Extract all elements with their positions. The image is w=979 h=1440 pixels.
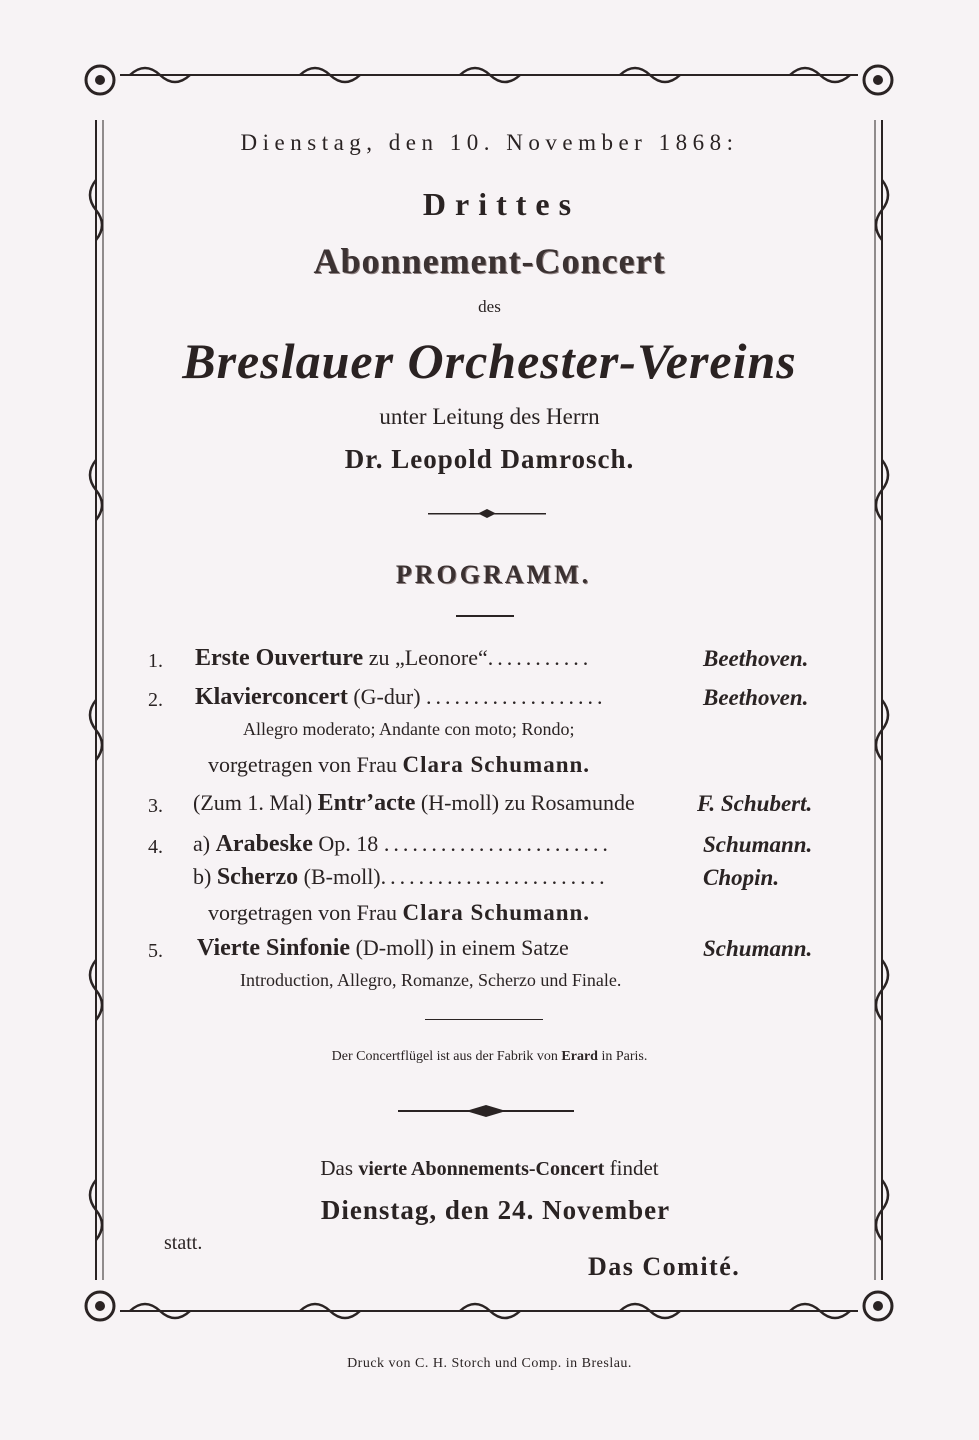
item-number: 1.	[148, 650, 163, 672]
piano-maker: Erard	[561, 1049, 598, 1064]
work-title: Erste Ouverture	[195, 645, 364, 671]
next-concert-date: Dienstag, den 24. November	[320, 1195, 671, 1225]
item-title-line	[193, 790, 635, 817]
composer-name: Schumann.	[703, 832, 813, 857]
work-detail: (B-moll)	[298, 864, 381, 889]
leader-dots: ...........	[487, 645, 593, 670]
performer-prefix: vorgetragen von Frau	[208, 752, 397, 777]
statt-text: statt.	[164, 1232, 203, 1254]
work-detail: (H-moll) zu Rosamunde	[415, 790, 635, 815]
section-divider	[425, 1019, 543, 1020]
composer-name: Schumann.	[703, 936, 813, 961]
composer-name: F. Schubert.	[697, 791, 813, 816]
item-number: 3.	[148, 795, 163, 817]
next-concert-title: vierte Abonnements-Concert	[358, 1158, 605, 1180]
performer-line	[208, 752, 590, 778]
work-detail: Op. 18	[312, 831, 384, 856]
item-title-line	[193, 831, 612, 858]
work-title: Klavierconcert	[195, 684, 348, 710]
piano-note	[0, 1049, 979, 1065]
work-prefix: b)	[193, 864, 217, 889]
next-concert-pre: Das	[320, 1156, 354, 1180]
leader-dots: ...................	[426, 684, 607, 709]
concert-date: Dienstag, den 10. November 1868:	[240, 130, 739, 155]
item-number: 2.	[148, 689, 163, 711]
leader-dots: ........................	[380, 864, 609, 889]
movements-list: Allegro moderato; Andante con moto; Rondo;	[243, 719, 575, 739]
work-prefix: a)	[193, 831, 216, 856]
work-detail: (D-moll) in einem Satze	[350, 935, 569, 960]
conductor-name: Dr. Leopold Damrosch.	[344, 444, 635, 474]
piano-note-city: in Paris.	[601, 1049, 648, 1064]
composer-name: Chopin.	[703, 865, 780, 890]
signature: Das Comité.	[588, 1252, 741, 1281]
item-title-line	[197, 935, 569, 962]
organization-name: Breslauer Orchester-Vereins	[182, 333, 797, 389]
work-title: Arabeske	[215, 831, 313, 857]
concert-number: Drittes	[422, 186, 581, 222]
leader-dots: ........................	[383, 831, 612, 856]
work-prefix: (Zum 1. Mal)	[193, 790, 318, 815]
next-concert-line	[0, 1156, 979, 1181]
performer-prefix: vorgetragen von Frau	[208, 900, 397, 925]
item-title-line	[195, 684, 607, 711]
work-title: Scherzo	[216, 864, 299, 890]
program-heading: PROGRAMM.	[395, 560, 592, 589]
work-detail: zu „Leonore“	[363, 645, 488, 670]
piano-note-text: Der Concertflügel ist aus der Fabrik von	[331, 1049, 558, 1064]
next-concert-post: findet	[609, 1156, 659, 1180]
item-number: 5.	[148, 940, 163, 962]
composer-name: Beethoven.	[703, 685, 809, 710]
soloist-name: Clara Schumann.	[402, 752, 591, 777]
item-number: 4.	[148, 836, 163, 858]
concert-title: Abonnement-Concert	[313, 241, 666, 281]
item-title-line	[195, 645, 592, 672]
work-detail: (G-dur)	[347, 684, 427, 709]
item-title-line	[193, 864, 609, 891]
composer-name: Beethoven.	[703, 646, 809, 671]
printer-imprint: Druck von C. H. Storch und Comp. in Breslau.	[347, 1356, 632, 1371]
movements-list: Introduction, Allegro, Romanze, Scherzo und Finale.	[240, 970, 622, 990]
work-title: Vierte Sinfonie	[197, 935, 351, 961]
performer-line	[208, 900, 590, 926]
article-des: des	[478, 297, 501, 316]
direction-line: unter Leitung des Herrn	[379, 404, 600, 429]
work-title: Entr’acte	[317, 790, 416, 816]
soloist-name: Clara Schumann.	[402, 900, 591, 925]
